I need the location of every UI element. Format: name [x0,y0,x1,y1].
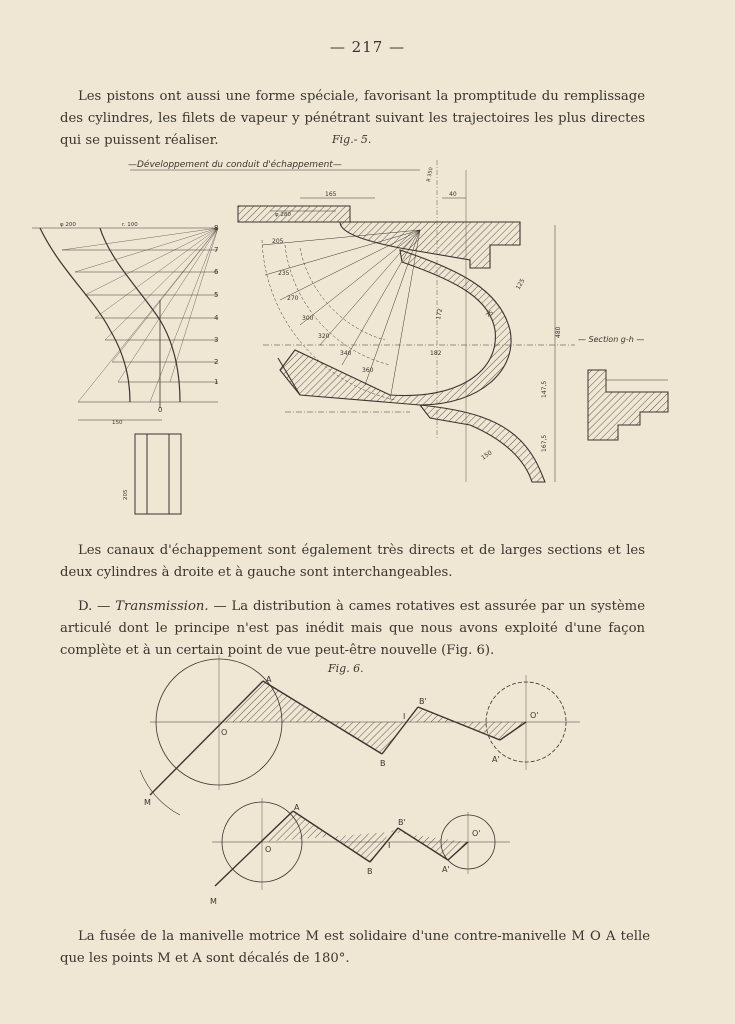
svg-text:125: 125 [514,277,527,291]
svg-text:205: 205 [123,489,129,500]
svg-text:235: 235 [278,270,290,277]
svg-text:A: A [294,803,300,812]
paragraph-exhaust: Les canaux d'échappement sont également très directs et de larges sections et les deux cylindres à droite et à gauche sont interchangeables. [60,543,645,581]
left-dimensions [60,222,138,426]
station-lines [32,228,218,402]
svg-text:205: 205 [272,238,284,245]
svg-text:A: A [266,675,272,684]
svg-text:φ 200: φ 200 [60,222,76,228]
svg-text:O': O' [472,829,481,838]
page-number: — 217 — [329,38,406,56]
svg-text:I: I [403,712,406,721]
fig6-caption: Fig. 6. [328,662,364,675]
paragraph-pistons: Les pistons ont aussi une forme spéciale, favorisant la promptitude du remplissage des cylindres, les filets de vapeur y pénétrant suivant les trajectoires les plus directes qui se puissent réaliser. [60,89,645,149]
svg-text:150: 150 [480,449,494,462]
svg-text:B': B' [398,818,406,827]
svg-text:0: 0 [158,406,163,414]
radial-lines [62,228,218,402]
section-gh-label: — Section g-h — [578,335,645,344]
svg-text:M: M [144,798,151,807]
svg-text:8: 8 [214,224,219,232]
svg-text:150: 150 [112,420,123,426]
fig5-caption: Fig.- 5. [332,133,372,146]
svg-text:B': B' [419,697,427,706]
svg-text:270: 270 [287,295,299,302]
svg-text:B: B [367,867,373,876]
svg-text:172: 172 [435,307,444,321]
svg-text:165: 165 [325,191,337,198]
svg-text:1: 1 [214,378,219,386]
paragraph-transmission [60,596,645,662]
svg-text:40: 40 [449,191,457,198]
section-gh-drawing [588,370,668,440]
svg-text:480: 480 [555,326,562,338]
svg-text:O: O [221,728,228,737]
svg-text:B: B [380,759,386,768]
duct-detail [135,434,181,514]
svg-text:R 350: R 350 [426,166,435,183]
station-numbers [158,224,219,414]
svg-text:3: 3 [214,336,219,344]
section-body: — La distribution à cames rotatives est assurée par un système articulé dont le principe n'est pas inédit mais que nous avons exploité d'une façon complète et à un certain point de vue peut-être nouvelle (Fig. 6). [60,599,645,659]
svg-text:5: 5 [214,291,219,299]
svg-text:360: 360 [362,367,374,374]
svg-text:340: 340 [340,350,352,357]
svg-text:φ 280: φ 280 [275,212,291,218]
svg-text:75: 75 [484,309,496,320]
svg-text:300: 300 [302,315,314,322]
svg-text:r. 100: r. 100 [122,222,138,228]
svg-text:147,5: 147,5 [541,380,548,398]
figure-6-drawing [140,655,580,906]
fig5-title: —Développement du conduit d'échappement— [128,160,342,170]
svg-text:A': A' [442,865,450,874]
section-title: Transmission. [115,599,209,615]
svg-text:167,5: 167,5 [541,434,548,452]
paragraph-crank: La fusée de la manivelle motrice M est solidaire d'une contre-manivelle M O A telle que les points M et A sont décalés de 180°. [60,929,650,967]
svg-text:4: 4 [214,314,219,322]
svg-text:O: O [265,845,272,854]
svg-text:2: 2 [214,358,219,366]
section-letter: D. — [78,599,116,615]
svg-text:M: M [210,897,217,906]
svg-text:6: 6 [214,268,219,276]
svg-text:I: I [388,841,391,850]
svg-text:O': O' [530,711,539,720]
svg-text:A': A' [492,755,500,764]
top-flange [238,206,350,222]
exhaust-casing [278,222,545,482]
svg-text:182: 182 [430,350,442,357]
svg-text:320: 320 [318,333,330,340]
svg-text:7: 7 [214,246,219,254]
